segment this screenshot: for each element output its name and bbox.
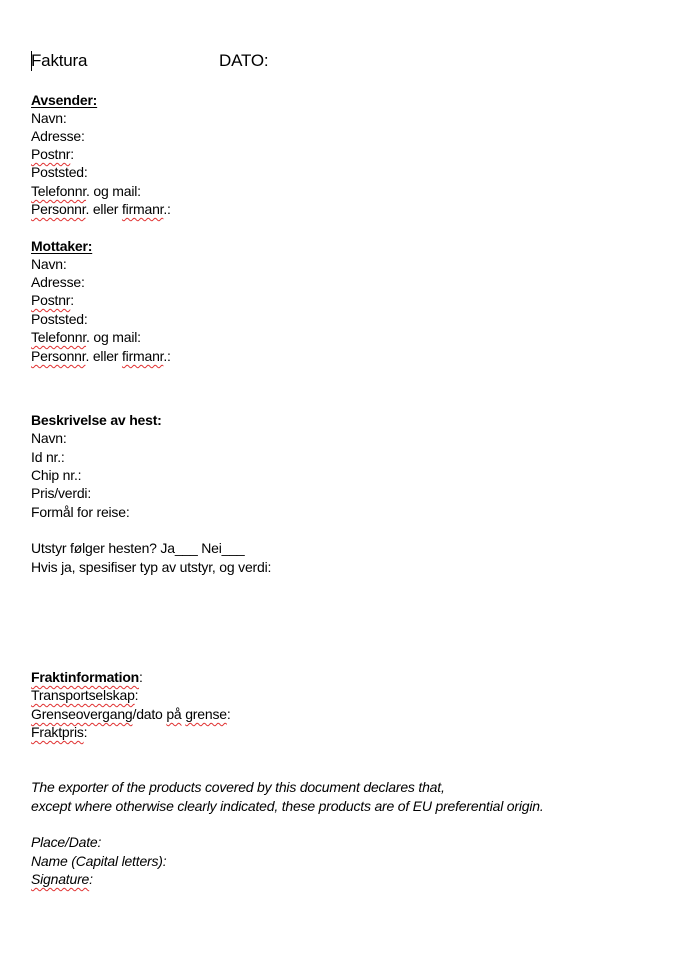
horse-name-label: Navn: xyxy=(31,430,67,446)
place-date-label: Place/Date: xyxy=(31,834,102,850)
receiver-firm-word: firmanr xyxy=(121,348,164,364)
sender-postnr-word: Postnr xyxy=(31,146,71,162)
horse-heading: Beskrivelse av hest: xyxy=(31,412,162,428)
freight-price-label xyxy=(31,723,87,741)
equipment-specify: Hvis ja, spesifiser typ av utstyr, og verdi: xyxy=(31,559,272,575)
horse-id-label: Id nr.: xyxy=(31,449,65,465)
receiver-person-end: .: xyxy=(163,348,171,364)
sender-firm-word: firmanr xyxy=(121,201,164,217)
sender-postnr-label xyxy=(31,145,74,163)
sender-phone-rest: . og mail: xyxy=(86,183,141,199)
freight-border-word: Grenseovergang xyxy=(31,706,133,722)
freight-price-word: Fraktpris xyxy=(31,724,84,740)
freight-border-colon: : xyxy=(226,706,231,722)
receiver-poststed-label: Poststed: xyxy=(31,311,88,327)
date-label: DATO: xyxy=(219,51,269,70)
signature-colon: : xyxy=(89,871,93,887)
receiver-postnr-colon: : xyxy=(70,292,74,308)
freight-border-date: /dato xyxy=(132,706,167,722)
name-capital-label: Name (Capital letters): xyxy=(31,853,167,869)
equipment-question: Utstyr følger hesten? Ja___ Nei___ xyxy=(31,540,245,556)
sender-person-mid: . eller xyxy=(85,201,122,217)
receiver-person-word: Personnr xyxy=(31,348,86,364)
signature-word: Signature xyxy=(31,871,90,887)
freight-price-colon: : xyxy=(83,724,88,740)
horse-purpose-label: Formål for reise: xyxy=(31,504,130,520)
freight-carrier-label xyxy=(31,686,138,704)
freight-border-pa: på xyxy=(166,706,182,722)
receiver-postnr-label xyxy=(31,291,74,309)
sender-address-label: Adresse: xyxy=(31,128,85,144)
freight-heading-word: Fraktinformation xyxy=(31,669,140,685)
receiver-heading: Mottaker: xyxy=(31,238,93,254)
sender-person-label xyxy=(31,200,171,218)
freight-border-label xyxy=(31,705,231,723)
receiver-postnr-word: Postnr xyxy=(31,292,71,308)
receiver-person-mid: . eller xyxy=(85,348,122,364)
freight-border-grense: grense xyxy=(185,706,227,722)
sender-phone-label xyxy=(31,182,141,200)
freight-heading-colon: : xyxy=(139,669,143,685)
receiver-person-label xyxy=(31,347,171,365)
sender-heading: Avsender: xyxy=(31,92,98,108)
freight-carrier-word: Transportselskap xyxy=(31,687,135,703)
receiver-address-label: Adresse: xyxy=(31,274,85,290)
sender-phone-word: Telefonnr xyxy=(31,183,87,199)
receiver-phone-label xyxy=(31,328,141,346)
invoice-title: Faktura xyxy=(31,51,88,70)
receiver-phone-rest: . og mail: xyxy=(86,329,141,345)
sender-name-label: Navn: xyxy=(31,110,67,126)
freight-carrier-colon: : xyxy=(134,687,139,703)
freight-heading xyxy=(31,668,143,686)
sender-person-end: .: xyxy=(163,201,171,217)
sender-postnr-colon: : xyxy=(70,146,74,162)
declaration-line-1: The exporter of the products covered by this document declares that, xyxy=(31,779,445,795)
receiver-name-label: Navn: xyxy=(31,256,67,272)
signature-label xyxy=(31,870,93,888)
sender-poststed-label: Poststed: xyxy=(31,164,88,180)
declaration-line-2: except where otherwise clearly indicated, these products are of EU preferential origin. xyxy=(31,798,544,814)
horse-chip-label: Chip nr.: xyxy=(31,467,82,483)
receiver-phone-word: Telefonnr xyxy=(31,329,87,345)
horse-price-label: Pris/verdi: xyxy=(31,485,92,501)
sender-person-word: Personnr xyxy=(31,201,86,217)
